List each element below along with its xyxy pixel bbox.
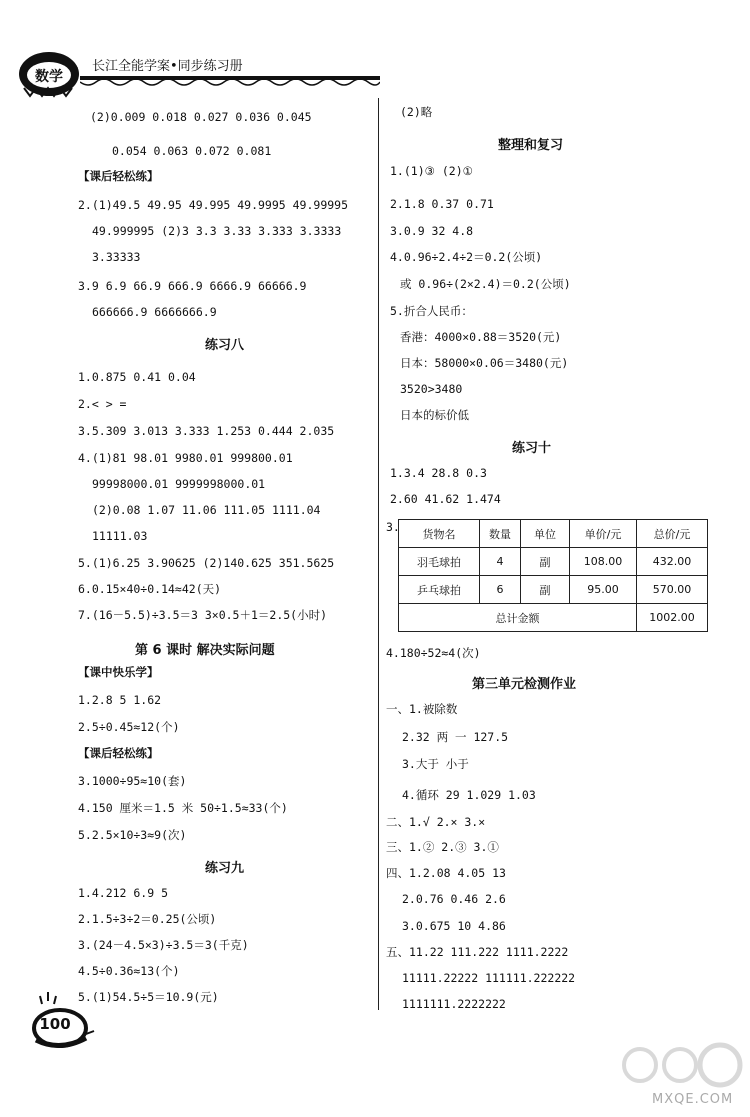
answer-line: 3.0.9 32 4.8 bbox=[390, 224, 474, 238]
answer-line: 1111111.2222222 bbox=[402, 997, 506, 1011]
table-cell: 6 bbox=[480, 576, 521, 604]
section-label: 【课中快乐学】 bbox=[78, 665, 159, 679]
page-number: 100 bbox=[39, 1015, 71, 1033]
answer-line: 5.(1)54.5÷5＝10.9(元) bbox=[78, 990, 219, 1004]
section-heading: 第 6 课时 解决实际问题 bbox=[135, 643, 275, 658]
answer-line: 1.2.8 5 1.62 bbox=[78, 693, 162, 707]
answer-line: 一、1.被除数 bbox=[386, 702, 458, 716]
answer-line: 2.5÷0.45≈12(个) bbox=[78, 720, 180, 734]
table-cell: 副 bbox=[521, 548, 570, 576]
answer-line: 香港：4000×0.88＝3520(元) bbox=[400, 330, 562, 344]
table-header-cell: 数量 bbox=[480, 520, 521, 548]
answer-line: 2.60 41.62 1.474 bbox=[390, 492, 501, 506]
price-table bbox=[398, 519, 708, 632]
answer-line: 2.(1)49.5 49.95 49.995 49.9995 49.99995 bbox=[78, 198, 349, 212]
column-divider bbox=[378, 98, 379, 1010]
table-total-row bbox=[399, 604, 708, 632]
table-row bbox=[399, 576, 708, 604]
answer-line: 3.33333 bbox=[92, 250, 141, 264]
section-heading: 整理和复习 bbox=[498, 138, 564, 153]
section-heading: 练习十 bbox=[512, 441, 552, 456]
total-value: 1002.00 bbox=[637, 604, 708, 632]
answer-line: (2)0.009 0.018 0.027 0.036 0.045 bbox=[90, 110, 312, 124]
section-label: 【课后轻松练】 bbox=[78, 746, 159, 760]
section-heading: 练习九 bbox=[205, 861, 245, 876]
table-cell: 108.00 bbox=[570, 548, 637, 576]
answer-line: 4.循环 29 1.029 1.03 bbox=[402, 788, 536, 802]
answer-line: 四、1.2.08 4.05 13 bbox=[386, 866, 506, 880]
answer-line: 4.0.96÷2.4÷2＝0.2(公顷) bbox=[390, 250, 543, 264]
table-row bbox=[399, 548, 708, 576]
answer-line: 或 0.96÷(2×2.4)＝0.2(公顷) bbox=[400, 277, 571, 291]
book-title: 长江全能学案•同步练习册 bbox=[92, 59, 243, 74]
section-label: 【课后轻松练】 bbox=[78, 169, 159, 183]
answer-line: 666666.9 6666666.9 bbox=[92, 305, 217, 319]
section-heading: 练习八 bbox=[205, 338, 245, 353]
answer-line: 日本：58000×0.06＝3480(元) bbox=[400, 356, 569, 370]
math-logo-icon bbox=[14, 42, 84, 102]
answer-line: 3.9 6.9 66.9 666.9 6666.9 66666.9 bbox=[78, 279, 307, 293]
table-header-cell: 单价/元 bbox=[570, 520, 637, 548]
answer-line: (2)略 bbox=[400, 105, 433, 119]
answer-line: 三、1.② 2.③ 3.① bbox=[386, 840, 499, 854]
answer-line: 5.2.5×10÷3≈9(次) bbox=[78, 828, 187, 842]
table-header-row bbox=[399, 520, 708, 548]
answer-line: 5.折合人民币： bbox=[390, 304, 473, 318]
answer-line: 4.180÷52≈4(次) bbox=[386, 646, 481, 660]
answer-line: 49.999995 (2)3 3.3 3.33 3.333 3.3333 bbox=[92, 224, 342, 238]
answer-line: 3.5.309 3.013 3.333 1.253 0.444 2.035 bbox=[78, 424, 335, 438]
answer-line: 5.(1)6.25 3.90625 (2)140.625 351.5625 bbox=[78, 556, 335, 570]
answer-line: 4.150 厘米＝1.5 米 50÷1.5≈33(个) bbox=[78, 801, 288, 815]
answer-line: 2.< > = bbox=[78, 397, 127, 411]
answer-line: 7.(16－5.5)÷3.5＝3 3×0.5＋1＝2.5(小时) bbox=[78, 608, 328, 622]
header-rule bbox=[80, 72, 380, 90]
answer-line: 3.(24－4.5×3)÷3.5＝3(千克) bbox=[78, 938, 249, 952]
answer-line: 3520>3480 bbox=[400, 382, 463, 396]
table-header-cell: 总价/元 bbox=[637, 520, 708, 548]
answer-line: 1.3.4 28.8 0.3 bbox=[390, 466, 487, 480]
table-cell: 4 bbox=[480, 548, 521, 576]
answer-line: (2)0.08 1.07 11.06 111.05 1111.04 bbox=[92, 503, 321, 517]
answer-line: 0.054 0.063 0.072 0.081 bbox=[112, 144, 272, 158]
table-cell: 432.00 bbox=[637, 548, 708, 576]
answer-line: 二、1.√ 2.× 3.× bbox=[386, 815, 486, 829]
answer-line: 6.0.15×40÷0.14≈42(天) bbox=[78, 582, 222, 596]
answer-line: 11111.03 bbox=[92, 529, 148, 543]
answer-line: 99998000.01 9999998000.01 bbox=[92, 477, 266, 491]
logo-text: 数学 bbox=[35, 69, 63, 85]
answer-line: 2.1.8 0.37 0.71 bbox=[390, 197, 494, 211]
answer-line: 3. bbox=[386, 520, 400, 534]
answer-line: 1.4.212 6.9 5 bbox=[78, 886, 169, 900]
answer-line: 2.0.76 0.46 2.6 bbox=[402, 892, 506, 906]
answer-line: 1.0.875 0.41 0.04 bbox=[78, 370, 196, 384]
page-header bbox=[0, 0, 750, 100]
answer-line: 4.5÷0.36≈13(个) bbox=[78, 964, 180, 978]
table-cell: 副 bbox=[521, 576, 570, 604]
answer-line: 3.1000÷95≈10(套) bbox=[78, 774, 187, 788]
answer-line: 2.1.5÷3÷2＝0.25(公顷) bbox=[78, 912, 217, 926]
answer-line: 3.大于 小于 bbox=[402, 757, 469, 771]
answer-line: 4.(1)81 98.01 9980.01 999800.01 bbox=[78, 451, 293, 465]
table-cell: 570.00 bbox=[637, 576, 708, 604]
table-cell: 羽毛球拍 bbox=[399, 548, 480, 576]
table-header-cell: 货物名 bbox=[399, 520, 480, 548]
table-header-cell: 单位 bbox=[521, 520, 570, 548]
watermark-text: MXQE.COM bbox=[652, 1092, 734, 1107]
answer-line: 五、11.22 111.222 1111.2222 bbox=[386, 945, 569, 959]
answer-line: 11111.22222 111111.222222 bbox=[402, 971, 576, 985]
table-cell: 乒乓球拍 bbox=[399, 576, 480, 604]
answer-line: 日本的标价低 bbox=[400, 408, 469, 422]
answer-line: 2.32 两 一 127.5 bbox=[402, 730, 509, 744]
answer-line: 3.0.675 10 4.86 bbox=[402, 919, 506, 933]
section-heading: 第三单元检测作业 bbox=[472, 677, 577, 692]
table-cell: 95.00 bbox=[570, 576, 637, 604]
answer-line: 1.(1)③ (2)① bbox=[390, 164, 473, 178]
total-label: 总计金额 bbox=[399, 604, 637, 632]
